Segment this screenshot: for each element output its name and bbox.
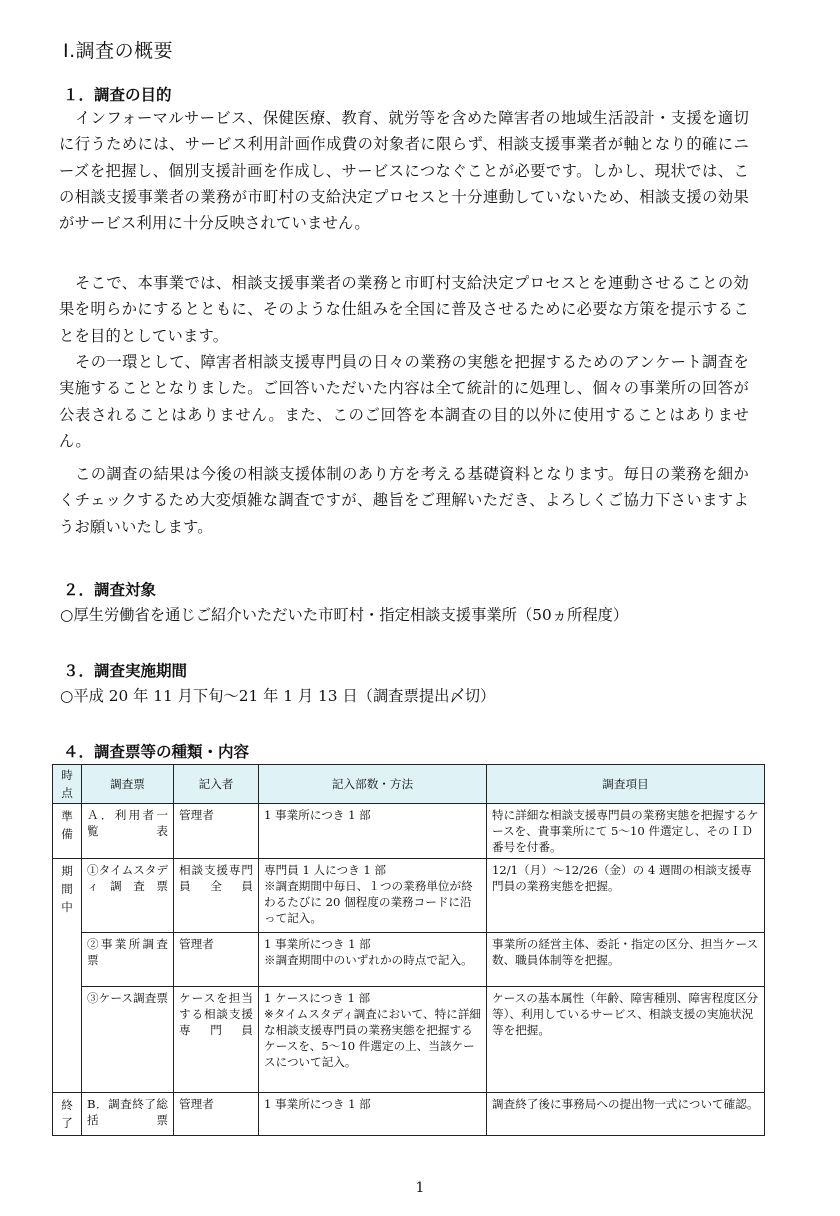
form-cell: ③ケース調査票 <box>82 987 174 1093</box>
phase-prep: 準備 <box>53 804 82 859</box>
method-cell: 1 事業所につき 1 部 <box>259 804 487 859</box>
writer-cell: 管理者 <box>174 1093 259 1136</box>
method-cell: 1 事業所につき 1 部 <box>259 1093 487 1136</box>
purpose-paragraph-1: インフォーマルサービス、保健医療、教育、就労等を含めた障害者の地域生活設計・支援を適切に行うためには、サービス利用計画作成費の対象者に限らず、相談支援事業者が軸となり的確にニーズを把握し、個別支援計画を作成し、サービスにつなぐことが必要です。しかし、現状では、この相談支援事業者の業務が市町村の支給決定プロセスと十分連動していないため、相談支援の効果がサービス利用に十分反映されていません。 <box>59 109 749 233</box>
purpose-paragraph-3: その一環として、障害者相談支援専門員の日々の業務の実態を把握するためのアンケート調査を実施することとなりました。ご回答いただいた内容は全て統計的に処理し、個々の事業所の回答が公表されることはありません。また、このご回答を本調査の目的以外に使用することはありません。 <box>59 353 749 450</box>
items-cell: 事業所の経営主体、委託・指定の区分、担当ケース数、職員体制等を把握。 <box>487 933 765 987</box>
form-cell: ①タイムスタディ調査票 <box>82 859 174 933</box>
survey-forms-table <box>52 764 765 1136</box>
page-number: 1 <box>415 1180 425 1196</box>
page-title: Ⅰ.調査の概要 <box>63 40 174 62</box>
form-cell: Ａ．利用者一覧表 <box>82 804 174 859</box>
table-row <box>53 804 765 859</box>
table-header-row <box>53 765 765 804</box>
header-form: 調査票 <box>82 765 174 804</box>
table-row <box>53 987 765 1093</box>
items-cell: 12/1（月）～12/26（金）の 4 週間の相談支援専門員の業務実態を把握。 <box>487 859 765 933</box>
method-cell: 1 ケースにつき 1 部 ※タイムスタディ調査において、特に詳細な相談支援専門員の業務実態を把握するケースを、5～10 件選定の上、当該ケースについて記入。 <box>259 987 487 1093</box>
method-cell: 専門員 1 人につき 1 部 ※調査期間中毎日、１つの業務単位が終わるたびに 20 個程度の業務コードに沿って記入。 <box>259 859 487 933</box>
section-heading-period: ３．調査実施期間 <box>63 662 188 680</box>
phase-end: 終了 <box>53 1093 82 1136</box>
method-cell: 1 事業所につき 1 部 ※調査期間中のいずれかの時点で記入。 <box>259 933 487 987</box>
items-cell: ケースの基本属性（年齢、障害種別、障害程度区分等）、利用しているサービス、相談支援の実施状況等を把握。 <box>487 987 765 1093</box>
writer-cell: 相談支援専門員全員 <box>174 859 259 933</box>
items-cell: 調査終了後に事務局への提出物一式について確認。 <box>487 1093 765 1136</box>
purpose-paragraph-4: この調査の結果は今後の相談支援体制のあり方を考える基礎資料となります。毎日の業務を細かくチェックするため大変煩雑な調査ですが、趣旨をご理解いただき、よろしくご協力下さいますようお願いいたします。 <box>59 465 749 536</box>
writer-cell: 管理者 <box>174 933 259 987</box>
writer-cell: 管理者 <box>174 804 259 859</box>
header-phase: 時点 <box>53 765 82 804</box>
section-heading-purpose: １．調査の目的 <box>63 86 172 104</box>
writer-cell: ケースを担当する相談支援専門員 <box>174 987 259 1093</box>
target-description: ○厚生労働省を通じご紹介いただいた市町村・指定相談支援事業所（50ヵ所程度） <box>60 606 629 624</box>
header-items: 調査項目 <box>487 765 765 804</box>
table-row <box>53 859 765 933</box>
header-method: 記入部数・方法 <box>259 765 487 804</box>
form-cell: B．調査終了総括票 <box>82 1093 174 1136</box>
table-row <box>53 933 765 987</box>
phase-during: 期間中 <box>53 859 82 1093</box>
section-heading-target: ２．調査対象 <box>63 581 157 599</box>
form-cell: ②事業所調査票 <box>82 933 174 987</box>
table-row <box>53 1093 765 1136</box>
purpose-paragraph-2: そこで、本事業では、相談支援事業者の業務と市町村支給決定プロセスとを連動させることの効果を明らかにするとともに、そのような仕組みを全国に普及させるために必要な方策を提示することを目的としています。 <box>59 274 749 345</box>
header-writer: 記入者 <box>174 765 259 804</box>
period-description: ○平成 20 年 11 月下旬～21 年 1 月 13 日（調査票提出〆切） <box>60 687 496 705</box>
items-cell: 特に詳細な相談支援専門員の業務実態を把握するケースを、貴事業所にて 5～10 件選定し、そのＩＤ番号を付番。 <box>487 804 765 859</box>
section-heading-forms: ４．調査票等の種類・内容 <box>63 743 250 761</box>
